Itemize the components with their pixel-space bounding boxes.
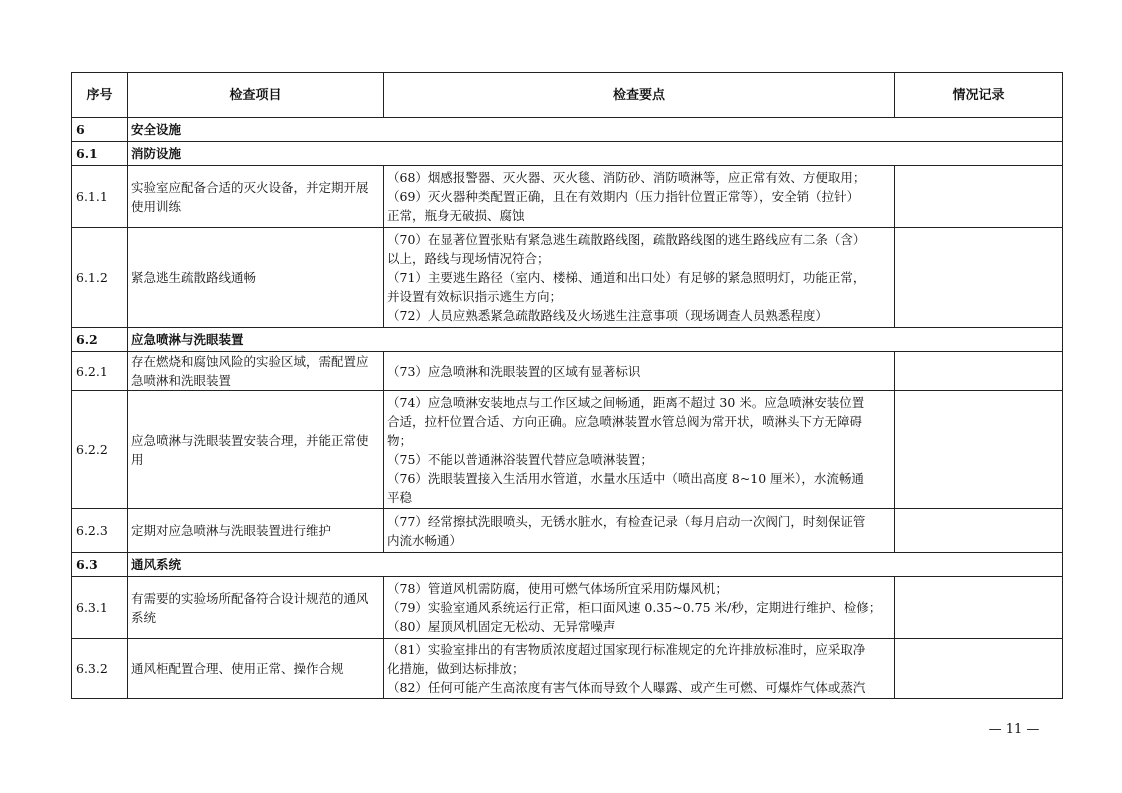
check-point-line: （81）实验室排出的有害物质浓度超过国家现行标准规定的允许排放标准时，应采取净 bbox=[387, 642, 866, 657]
header-serial: 序号 bbox=[72, 73, 128, 118]
record-cell[interactable] bbox=[895, 166, 1063, 228]
check-point-line: （75）不能以普通淋浴装置代替应急喷淋装置； bbox=[387, 451, 653, 467]
check-item: 有需要的实验场所配备符合设计规范的通风系统 bbox=[128, 577, 384, 639]
check-points bbox=[384, 228, 895, 328]
check-point-line: （72）人员应熟悉紧急疏散路线及火场逃生注意事项（现场调查人员熟悉程度） bbox=[387, 308, 828, 323]
check-point-line: （74）应急喷淋安装地点与工作区域之间畅通，距离不超过 30 米。应急喷淋安装位置 bbox=[387, 394, 865, 410]
table-row bbox=[72, 509, 1063, 553]
record-cell[interactable] bbox=[895, 577, 1063, 639]
check-point-line: 平稳 bbox=[387, 489, 413, 505]
check-point-line: 物； bbox=[387, 432, 413, 448]
item-number: 6.1.2 bbox=[72, 228, 128, 328]
table-row bbox=[72, 166, 1063, 228]
section-row bbox=[72, 328, 1063, 352]
check-points bbox=[384, 352, 895, 391]
check-item: 应急喷淋与洗眼装置安装合理，并能正常使用 bbox=[128, 391, 384, 509]
section-title: 应急喷淋与洗眼装置 bbox=[128, 328, 1063, 352]
check-point-line: （76）洗眼装置接入生活用水管道，水量水压适中（喷出高度 8~10 厘米），水流畅通 bbox=[387, 470, 864, 486]
check-point-line: （80）屋顶风机固定无松动、无异常噪声 bbox=[387, 619, 616, 634]
check-point-line: （78）管道风机需防腐，使用可燃气体场所宜采用防爆风机； bbox=[387, 581, 728, 596]
header-check-item: 检查项目 bbox=[128, 73, 384, 118]
check-points bbox=[384, 166, 895, 228]
section-title: 通风系统 bbox=[128, 553, 1063, 577]
header-record: 情况记录 bbox=[895, 73, 1063, 118]
check-point-line: 内流水畅通） bbox=[387, 532, 463, 548]
table-row bbox=[72, 577, 1063, 639]
record-cell[interactable] bbox=[895, 391, 1063, 509]
page-number: — 11 — bbox=[988, 722, 1040, 737]
table-header-row bbox=[72, 73, 1063, 118]
section-title: 消防设施 bbox=[128, 142, 1063, 166]
item-number: 6.1.1 bbox=[72, 166, 128, 228]
check-points bbox=[384, 509, 895, 553]
check-item: 实验室应配备合适的灭火设备，并定期开展使用训练 bbox=[128, 166, 384, 228]
check-item: 紧急逃生疏散路线通畅 bbox=[128, 228, 384, 328]
check-points bbox=[384, 639, 895, 699]
section-number: 6.2 bbox=[72, 328, 128, 352]
check-item: 存在燃烧和腐蚀风险的实验区域，需配置应急喷淋和洗眼装置 bbox=[128, 352, 384, 391]
check-item: 通风柜配置合理、使用正常、操作合规 bbox=[128, 639, 384, 699]
check-point-line: 并设置有效标识指示逃生方向； bbox=[387, 289, 563, 304]
check-point-line: （70）在显著位置张贴有紧急逃生疏散路线图，疏散路线图的逃生路线应有二条（含） bbox=[387, 232, 866, 247]
item-number: 6.3.1 bbox=[72, 577, 128, 639]
header-check-points: 检查要点 bbox=[384, 73, 895, 118]
record-cell[interactable] bbox=[895, 352, 1063, 391]
check-point-line: （82）任何可能产生高浓度有害气体而导致个人曝露、或产生可燃、可爆炸气体或蒸汽 bbox=[387, 680, 866, 695]
table-row bbox=[72, 352, 1063, 391]
check-point-line: （73）应急喷淋和洗眼装置的区域有显著标识 bbox=[387, 363, 641, 379]
check-point-line: （69）灭火器种类配置正确，且在有效期内（压力指针位置正常等），安全销（拉针） bbox=[387, 189, 860, 204]
record-cell[interactable] bbox=[895, 228, 1063, 328]
section-row bbox=[72, 142, 1063, 166]
check-point-line: 以上，路线与现场情况符合； bbox=[387, 251, 550, 266]
check-points bbox=[384, 577, 895, 639]
checklist-page bbox=[71, 72, 1062, 699]
section-row bbox=[72, 553, 1063, 577]
record-cell[interactable] bbox=[895, 509, 1063, 553]
section-title: 安全设施 bbox=[128, 118, 1063, 142]
table-row bbox=[72, 639, 1063, 699]
section-number: 6 bbox=[72, 118, 128, 142]
table-row bbox=[72, 391, 1063, 509]
check-points bbox=[384, 391, 895, 509]
check-point-line: （71）主要逃生路径（室内、楼梯、通道和出口处）有足够的紧急照明灯，功能正常， bbox=[387, 270, 866, 285]
check-point-line: （77）经常擦拭洗眼喷头，无锈水脏水，有检查记录（每月启动一次阀门，时刻保证管 bbox=[387, 513, 866, 529]
check-point-line: 正常，瓶身无破损、腐蚀 bbox=[387, 208, 525, 223]
check-point-line: （68）烟感报警器、灭火器、灭火毯、消防砂、消防喷淋等，应正常有效、方便取用； bbox=[387, 170, 866, 185]
inspection-table bbox=[71, 72, 1063, 699]
item-number: 6.2.3 bbox=[72, 509, 128, 553]
table-body bbox=[72, 118, 1063, 699]
section-row bbox=[72, 118, 1063, 142]
item-number: 6.2.2 bbox=[72, 391, 128, 509]
check-point-line: 化措施，做到达标排放； bbox=[387, 661, 525, 676]
check-item: 定期对应急喷淋与洗眼装置进行维护 bbox=[128, 509, 384, 553]
record-cell[interactable] bbox=[895, 639, 1063, 699]
check-point-line: （79）实验室通风系统运行正常，柜口面风速 0.35~0.75 米/秒，定期进行维护、检修； bbox=[387, 600, 882, 615]
table-row bbox=[72, 228, 1063, 328]
section-number: 6.3 bbox=[72, 553, 128, 577]
item-number: 6.3.2 bbox=[72, 639, 128, 699]
section-number: 6.1 bbox=[72, 142, 128, 166]
item-number: 6.2.1 bbox=[72, 352, 128, 391]
check-point-line: 合适，拉杆位置合适、方向正确。应急喷淋装置水管总阀为常开状，喷淋头下方无障碍 bbox=[387, 413, 863, 429]
